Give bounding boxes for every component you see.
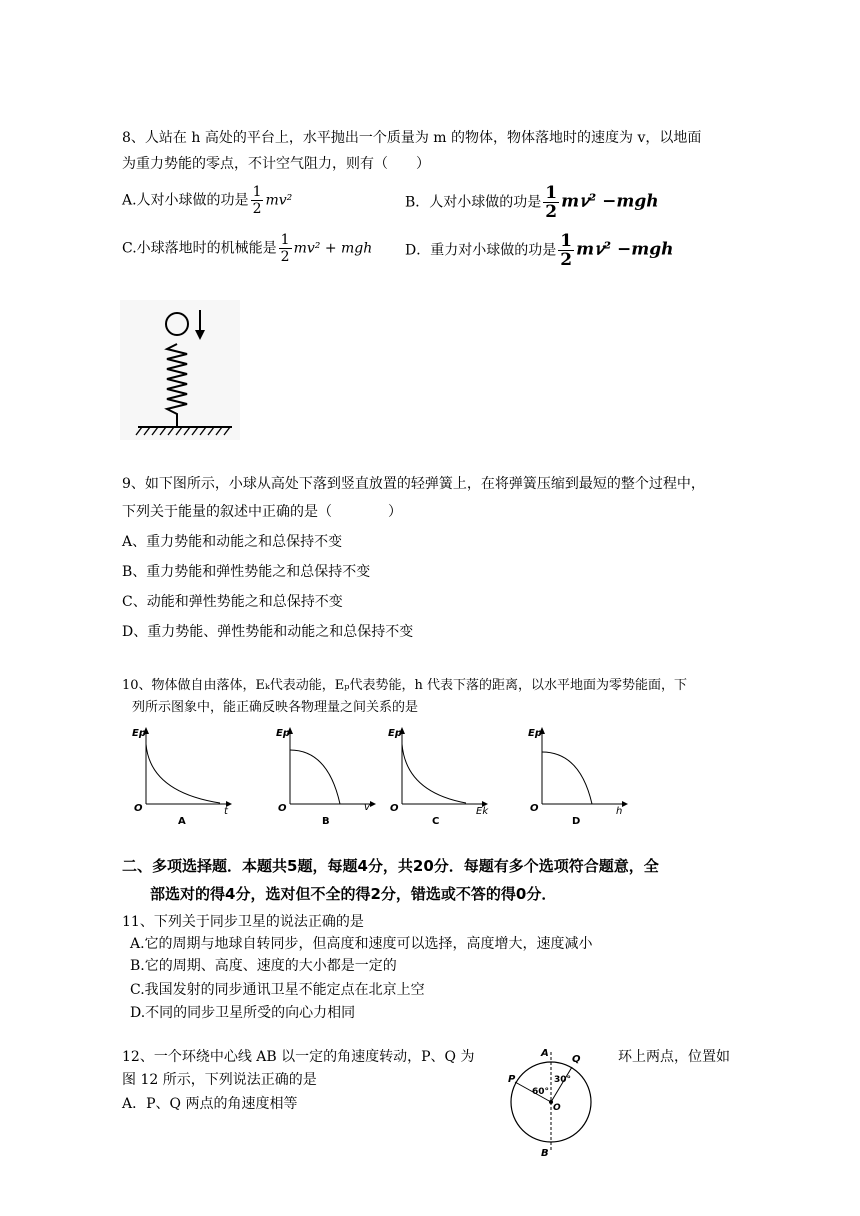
q11-option-c: C.我国发射的同步通讯卫星不能定点在北京上空 (130, 982, 425, 998)
q8-option-c-expr: mv² + mgh (293, 240, 373, 257)
graph-b-ylabel: Ep (276, 728, 290, 739)
graph-b-caption: B (322, 816, 330, 827)
graph-c (384, 722, 494, 832)
ring-label-a: A (541, 1048, 549, 1059)
graph-b (272, 722, 382, 832)
q9-option-c: C、动能和弹性势能之和总保持不变 (122, 594, 343, 610)
graph-d-xlabel: h (616, 806, 623, 817)
ring-figure (500, 1044, 620, 1160)
graph-a-xlabel: t (224, 806, 228, 817)
q11-stem: 11、下列关于同步卫星的说法正确的是 (122, 914, 364, 930)
q9-stem-line1: 9、如下图所示，小球从高处下落到竖直放置的轻弹簧上，在将弹簧压缩到最短的整个过程中， (122, 476, 705, 492)
q8-option-c-label: C.小球落地时的机械能是 (122, 240, 277, 257)
q8-stem-line1: 8、人站在 h 高处的平台上，水平抛出一个质量为 m 的物体，物体落地时的速度为 v，以地面 (122, 130, 702, 146)
graph-c-origin: O (390, 803, 399, 814)
graph-d-caption: D (572, 816, 581, 827)
graph-b-origin: O (278, 803, 287, 814)
fraction-half: $\frac{1}{2}$ (280, 232, 290, 265)
graph-c-caption: C (432, 816, 440, 827)
graph-a-origin: O (134, 803, 143, 814)
q8-option-c (122, 232, 372, 265)
graph-d-origin: O (530, 803, 539, 814)
fraction-half: $\frac{1}{2}$ (252, 184, 262, 217)
ring-label-q: Q (572, 1054, 581, 1065)
q10-stem-line1: 10、物体做自由落体，Eₖ代表动能，Eₚ代表势能，h 代表下落的距离，以水平地面为零势能面，下 (122, 678, 687, 693)
q9-option-d: D、重力势能、弹性势能和动能之和总保持不变 (122, 624, 414, 640)
q9-option-a: A、重力势能和动能之和总保持不变 (122, 534, 343, 550)
q8-option-a-label: A.人对小球做的功是 (122, 192, 249, 209)
fraction-half: $\frac{1}{2}$ (560, 231, 573, 270)
ball-spring-figure (120, 300, 240, 440)
q8-option-a (122, 184, 292, 217)
q8-option-b-expr: m𝑣² −mgh (561, 191, 659, 212)
q12-stem-line2: 图 12 所示，下列说法正确的是 (122, 1072, 317, 1088)
fraction-half: $\frac{1}{2}$ (545, 183, 558, 222)
graph-b-xlabel: v (364, 802, 370, 813)
ring-label-p: P (508, 1074, 516, 1085)
q8-option-d-label: D．重力对小球做的功是 (405, 242, 557, 259)
ring-label-o: O (553, 1103, 561, 1113)
q11-option-b: B.它的周期、高度、速度的大小都是一定的 (130, 958, 397, 974)
q8-option-b (405, 184, 659, 221)
q12-option-a: A．P、Q 两点的角速度相等 (122, 1096, 298, 1112)
section2-heading-line1: 二、多项选择题．本题共5题，每题4分，共20分．每题有多个选项符合题意，全 (122, 857, 659, 875)
graph-a (128, 722, 238, 832)
q12-stem-line1-left: 12、一个环绕中心线 AB 以一定的角速度转动，P、Q 为 (122, 1049, 475, 1065)
q9-option-b: B、重力势能和弹性势能之和总保持不变 (122, 564, 371, 580)
q8-option-d (405, 232, 674, 269)
graph-a-caption: A (178, 816, 186, 827)
ring-label-b: B (541, 1148, 549, 1159)
q11-option-d: D.不同的同步卫星所受的向心力相同 (130, 1005, 356, 1021)
graph-c-ylabel: Ep (388, 728, 402, 739)
graph-a-ylabel: Ep (132, 728, 146, 739)
q8-option-b-label: B．人对小球做的功是 (405, 194, 542, 211)
ring-angle-30: 30° (554, 1075, 572, 1085)
q8-option-a-expr: mv² (265, 192, 293, 209)
graph-d (524, 722, 634, 832)
q8-stem-line2: 为重力势能的零点，不计空气阻力，则有（ ） (122, 156, 430, 172)
graph-c-xlabel: Ek (476, 806, 489, 817)
section2-heading-line2: 部选对的得4分，选对但不全的得2分，错选或不答的得0分． (150, 885, 557, 903)
q12-stem-line1-right: 环上两点，位置如 (618, 1049, 730, 1065)
q11-option-a: A.它的周期与地球自转同步，但高度和速度可以选择，高度增大，速度减小 (130, 936, 593, 952)
ring-angle-60: 60° (532, 1087, 550, 1097)
q8-option-d-expr: m𝑣² −mgh (576, 239, 674, 260)
q9-stem-line2: 下列关于能量的叙述中正确的是（ ） (122, 504, 402, 520)
graph-d-ylabel: Ep (528, 728, 542, 739)
q10-stem-line2: 列所示图象中，能正确反映各物理量之间关系的是 (132, 700, 419, 715)
